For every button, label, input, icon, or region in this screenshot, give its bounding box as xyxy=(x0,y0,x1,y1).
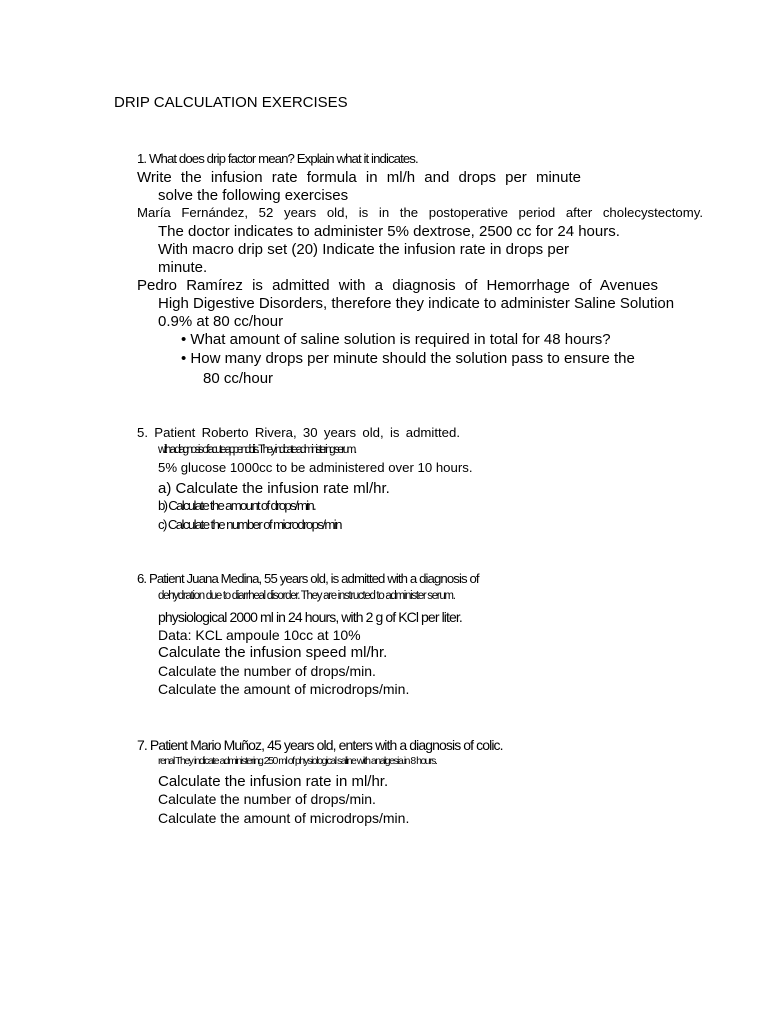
exercise-5-question-a: a) Calculate the infusion rate ml/hr. xyxy=(158,480,390,497)
exercise-7-intro: 7. Patient Mario Muñoz, 45 years old, enters with a diagnosis of colic. xyxy=(137,737,503,753)
exercise-5-order: 5% glucose 1000cc to be administered over 10 hours. xyxy=(158,460,473,475)
exercise-6-question-2: Calculate the number of drops/min. xyxy=(158,663,376,679)
document-title: DRIP CALCULATION EXERCISES xyxy=(114,94,348,111)
case-maria-question-end: minute. xyxy=(158,259,208,276)
exercise-6-order: physiological 2000 ml in 24 hours, with 2 g of KCl per liter. xyxy=(158,609,462,625)
question-3: solve the following exercises xyxy=(158,187,349,204)
case-pedro-intro: Pedro Ramírez is admitted with a diagnosis of Hemorrhage of Avenues xyxy=(137,277,658,294)
exercise-7-question-2: Calculate the number of drops/min. xyxy=(158,791,376,807)
case-pedro-diagnosis: High Digestive Disorders, therefore they indicate to administer Saline Solution xyxy=(158,295,675,312)
exercise-7-order: renal They indicate administering 250 ml of physiological saline with analgesia in 8 hours. xyxy=(158,755,437,767)
question-2: Write the infusion rate formula in ml/h and drops per minute xyxy=(137,169,581,186)
exercise-7-question-3: Calculate the amount of microdrops/min. xyxy=(158,810,410,826)
case-pedro-bullet-1: • What amount of saline solution is required in total for 48 hours? xyxy=(181,331,611,348)
case-pedro-bullet-2: • How many drops per minute should the solution pass to ensure the xyxy=(181,350,635,367)
exercise-5-diagnosis: with a diagnosis of acute appendicitis. They indicate administering serum. xyxy=(158,444,355,456)
exercise-6-intro: 6. Patient Juana Medina, 55 years old, is admitted with a diagnosis of xyxy=(137,571,479,586)
case-pedro-bullet-2-end: 80 cc/hour xyxy=(203,370,274,387)
exercise-7-question-1: Calculate the infusion rate in ml/hr. xyxy=(158,773,389,790)
exercise-6-data: Data: KCL ampoule 10cc at 10% xyxy=(158,627,361,643)
exercise-6-diagnosis: dehydration due to diarrheal disorder. They are instructed to administer serum. xyxy=(158,590,455,602)
case-maria-intro: María Fernández, 52 years old, is in the postoperative period after cholecystectomy. xyxy=(137,205,703,220)
exercise-6-question-3: Calculate the amount of microdrops/min. xyxy=(158,681,410,697)
exercise-5-intro: 5. Patient Roberto Rivera, 30 years old, is admitted. xyxy=(137,425,460,440)
exercise-5-question-c: c) Calculate the number of microdrops/min xyxy=(158,517,341,532)
exercise-6-question-1: Calculate the infusion speed ml/hr. xyxy=(158,644,388,661)
case-pedro-rate: 0.9% at 80 cc/hour xyxy=(158,313,284,330)
case-maria-question: With macro drip set (20) Indicate the infusion rate in drops per xyxy=(158,241,570,258)
exercise-5-question-b: b) Calculate the amount of drops/min. xyxy=(158,498,316,513)
case-maria-order: The doctor indicates to administer 5% dextrose, 2500 cc for 24 hours. xyxy=(158,223,620,240)
question-1: 1. What does drip factor mean? Explain what it indicates. xyxy=(137,151,418,166)
